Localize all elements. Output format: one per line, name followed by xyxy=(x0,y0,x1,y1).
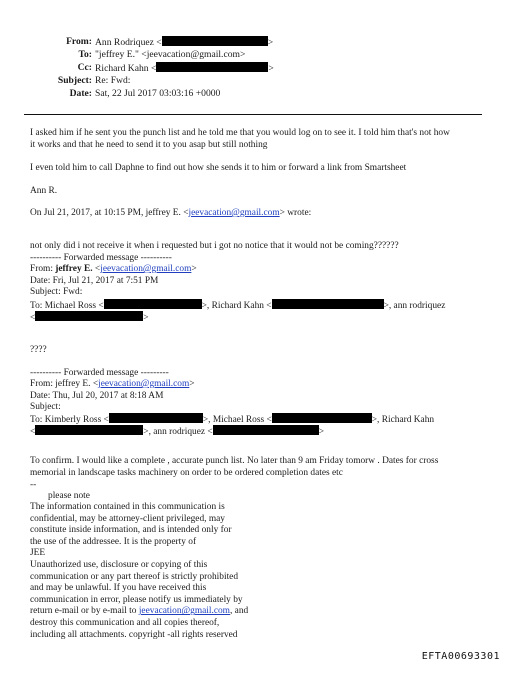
fwd1-date: Date: Fri, Jul 21, 2017 at 7:51 PM xyxy=(30,276,159,286)
redaction-block xyxy=(35,311,143,321)
disclaimer-line: the use of the addressee. It is the property of xyxy=(30,536,197,547)
cc-name: Richard Kahn < xyxy=(95,63,157,74)
fwd2-from xyxy=(30,379,195,390)
fwd2-to-cont xyxy=(30,425,324,438)
disclaimer-line xyxy=(30,606,248,618)
body-line: I even told him to call Daphne to find out how she sends it to him or forward a link from Smartsheet xyxy=(30,163,407,173)
redaction-block xyxy=(156,62,268,72)
date-label: Date: xyxy=(69,88,92,99)
fwd2-to-text: >, Michael Ross < xyxy=(202,415,272,425)
redaction-block xyxy=(104,299,202,309)
from-close: > xyxy=(267,37,274,48)
body-line: I asked him if he sent you the punch list and he told me that you would log on to see it. I told him that's not how xyxy=(30,128,450,138)
from-name: Ann Rodriquez < xyxy=(95,37,162,48)
disclaimer-line: communication in error, please notify us immediately by xyxy=(30,594,243,605)
cc-label: Cc: xyxy=(77,62,92,73)
to-value: "jeffrey E." <jeevacation@gmail.com> xyxy=(95,49,246,60)
from-label: From: xyxy=(66,36,92,47)
disclaimer-line: and may be unlawful. If you have received this xyxy=(30,583,207,594)
disclaimer-line: constitute inside information, and is intended only for xyxy=(30,525,232,536)
redaction-block xyxy=(109,413,203,423)
cc-value xyxy=(95,62,274,74)
fwd2-to-text: < xyxy=(30,427,36,437)
fwd1-to-cont xyxy=(30,311,149,324)
disclaimer-line: including all attachments. copyright -all rights reserved xyxy=(30,629,238,640)
disclaimer-text: , and xyxy=(229,606,249,617)
disclaimer-block xyxy=(30,502,248,641)
subject-value: Re: Fwd: xyxy=(95,75,131,86)
quote-intro xyxy=(30,208,311,219)
question-marks: ???? xyxy=(30,345,47,355)
fwd1-from-label: From: xyxy=(30,264,56,274)
disclaimer-line: confidential, may be attorney-client privileged, may xyxy=(30,513,225,524)
fwd2-to-text: To: Kimberly Ross < xyxy=(30,415,109,425)
fwd2-to-text: >, ann rodriquez < xyxy=(143,427,213,437)
disclaimer-line: Unauthorized use, disclosure or copying of this xyxy=(30,559,208,570)
fwd2-from-text: > xyxy=(189,379,195,389)
fwd1-to-text: > xyxy=(143,313,149,323)
redaction-block xyxy=(213,425,319,435)
fwd1-to-text: < xyxy=(30,313,36,323)
redaction-block xyxy=(162,36,268,46)
email-link[interactable]: jeevacation@gmail.com xyxy=(138,606,230,617)
fwd1-subject: Subject: Fwd: xyxy=(30,287,83,297)
fwd2-to-text: > xyxy=(318,427,324,437)
disclaimer-text: return e-mail or by e-mail to xyxy=(30,606,139,617)
fwd2-date: Date: Thu, Jul 20, 2017 at 8:18 AM xyxy=(30,391,164,401)
subject-label: Subject: xyxy=(57,75,92,86)
fwd1-from-text: < xyxy=(92,264,101,274)
forward-separator: ---------- Forwarded message ---------- xyxy=(30,253,172,263)
disclaimer-please-note: please note xyxy=(48,491,90,501)
cc-close: > xyxy=(268,63,274,74)
disclaimer-line: JEE xyxy=(30,548,46,559)
disclaimer-line: destroy this communication and all copies thereof, xyxy=(30,617,220,628)
to-label: To: xyxy=(78,49,92,60)
message-line: memorial in landscape tasks machinery on order to be ordered completion dates etc xyxy=(30,468,343,478)
fwd1-to-text: >, Richard Kahn < xyxy=(201,301,272,311)
fwd2-to-text: >, Richard Kahn xyxy=(371,415,435,425)
fwd1-from xyxy=(30,264,197,275)
header-divider xyxy=(24,114,482,115)
email-link[interactable]: jeevacation@gmail.com xyxy=(188,208,280,218)
fwd1-to-text: >, ann rodriquez xyxy=(383,301,446,311)
complaint-line: not only did i not receive it when i requested but i got no notice that it would not be coming?????? xyxy=(30,241,399,251)
fwd1-from-text: > xyxy=(191,264,197,274)
quote-intro-text: > wrote: xyxy=(279,208,312,218)
forward-separator: ---------- Forwarded message --------- xyxy=(30,368,169,378)
quote-intro-text: On Jul 21, 2017, at 10:15 PM, jeffrey E. < xyxy=(30,208,189,218)
redaction-block xyxy=(272,413,372,423)
date-value: Sat, 22 Jul 2017 03:03:16 +0000 xyxy=(95,88,221,99)
signature-dashes: -- xyxy=(30,480,37,490)
from-value xyxy=(95,36,273,48)
disclaimer-line: The information contained in this communication is xyxy=(30,502,225,512)
fwd2-from-text: From: jeffrey E. < xyxy=(30,379,99,389)
fwd1-from-name: jeffrey E. xyxy=(55,264,93,274)
email-link[interactable]: jeevacation@gmail.com xyxy=(100,264,192,274)
fwd2-subject: Subject: xyxy=(30,402,61,412)
disclaimer-line: communication or any part thereof is strictly prohibited xyxy=(30,571,239,582)
fwd1-to-text: To: Michael Ross < xyxy=(30,301,104,311)
signature: Ann R. xyxy=(30,186,58,196)
body-line: it works and that he need to send it to you asap but still nothing xyxy=(30,140,268,150)
redaction-block xyxy=(272,299,384,309)
message-line: To confirm. I would like a complete , accurate punch list. No later than 9 am Friday tomorw . Dates for cross xyxy=(30,456,439,466)
email-link[interactable]: jeevacation@gmail.com xyxy=(98,379,190,389)
redaction-block xyxy=(35,425,143,435)
document-id: EFTA00693301 xyxy=(421,651,500,662)
